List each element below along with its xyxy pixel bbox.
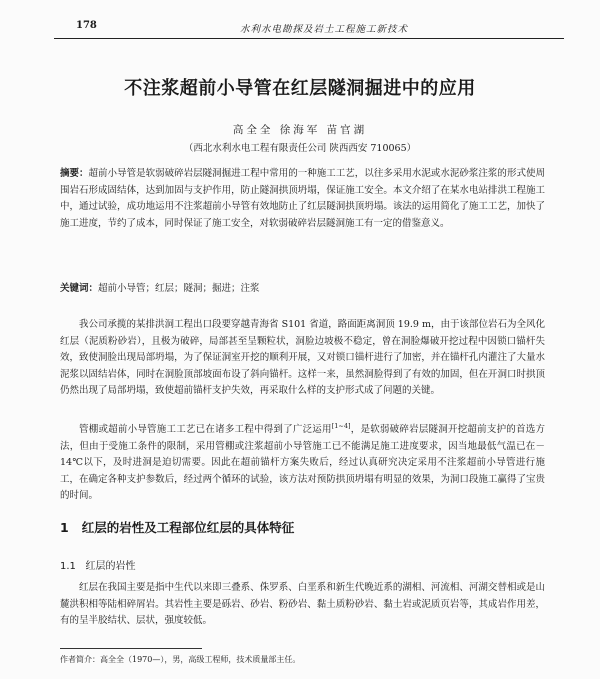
intro-paragraph-1: 我公司承揽的某排洪洞工程出口段要穿越青海省 S101 省道，路面距离洞顶 19.9 m，由于该部位岩石为全风化红层（泥质粉砂岩），且极为破碎，局部甚至呈颗粒状，洞脸边坡极不稳定，曾在洞脸爆破开挖过程中因锁口锚杆失效，致使洞脸出现局部坍塌，为了保证洞室开挖的顺利开展，又对锁口锚杆进行了加密，并在锚杆孔内灌注了大量水泥浆以固结岩体，同时在洞脸顶部坡面布设了斜向锚杆。这样一来，虽然洞脸得到了有效的加固，但在开洞口时拱顶仍然出现了局部坍塌，致使超前锚杆支护失效，再采取什么样的支护形式成了问题的关键。 <box>60 319 545 396</box>
footnote-divider <box>60 648 202 649</box>
section-heading <box>60 518 294 536</box>
paper-title: 不注浆超前小导管在红层隧洞掘进中的应用 <box>124 78 476 99</box>
paragraph-text: 管棚或超前小导管施工工艺已在诸多工程中得到了广泛运用 <box>79 424 332 436</box>
section-title: 红层的岩性及工程部位红层的具体特征 <box>81 520 295 535</box>
subsection-number: 1.1 <box>60 561 76 572</box>
affiliation: （西北水利水电工程有限责任公司 陕西西安 710065） <box>183 143 417 154</box>
page-number: 178 <box>76 20 97 31</box>
abstract-label: 摘要： <box>60 168 89 179</box>
author-list: 高全全 徐海军 苗官湖 <box>232 124 368 136</box>
subsection-heading <box>60 557 135 572</box>
journal-title: 水利水电勘探及岩土工程施工新技术 <box>240 24 409 35</box>
abstract <box>60 166 545 232</box>
keywords-text: 超前小导管；红层；隧洞；掘进；注浆 <box>98 283 260 294</box>
intro-paragraph-2 <box>60 418 545 505</box>
abstract-text: 超前小导管是软弱破碎岩层隧洞掘进工程中常用的一种施工工艺，以往多采用水泥或水泥砂浆注浆的形式使周围岩石形成固结体，达到加固与支护作用，防止隧洞拱顶坍塌，保证施工安全。本文介绍了在某水电站排洪工程施工中，通过试验，成功地运用不注浆超前小导管有效地防止了红层隧洞拱顶坍塌。该法的运用简化了施工工艺，加快了施工进度，节约了成本，同时保证了施工安全，对软弱破碎岩层隧洞施工有一定的借鉴意义。 <box>60 168 545 229</box>
running-header <box>54 16 564 39</box>
section-number: 1 <box>60 520 69 535</box>
author-footnote: 作者简介：高全全（1970—），男，高级工程师，技术质量部主任。 <box>60 655 301 664</box>
subsection-title: 红层的岩性 <box>85 561 136 572</box>
keywords <box>60 280 545 294</box>
paragraph-text: ，是软弱破碎岩层隧洞开挖超前支护的首选方法，但由于受施工条件的限制，采用管棚或注浆超前小导管施工已不能满足施工进度要求，因当地最低气温已在－14℃以下，及时进洞是迫切需要。因此在超前锚杆方案失败后，经过认真研究决定采用不注浆超前小导管进行施工，在确定各种支护参数后，经过两个循环的试验，该方法对预防拱顶坍塌有明显的效果，为洞口段施工赢得了宝贵的时间。 <box>60 424 545 502</box>
citation: [1~4] <box>331 422 351 430</box>
keywords-label: 关键词： <box>60 283 99 294</box>
section-paragraph: 红层在我国主要是指中生代以来即三叠系、侏罗系、白垩系和新生代晚近系的湖相、河流相、河湖交替相或是山麓洪积相等陆相碎屑岩。其岩性主要是砾岩、砂岩、粉砂岩、黏土质粉砂岩、黏土岩或泥质页岩等，其成岩作用差，有的呈半胶结状、层状，强度较低。 <box>60 582 545 626</box>
